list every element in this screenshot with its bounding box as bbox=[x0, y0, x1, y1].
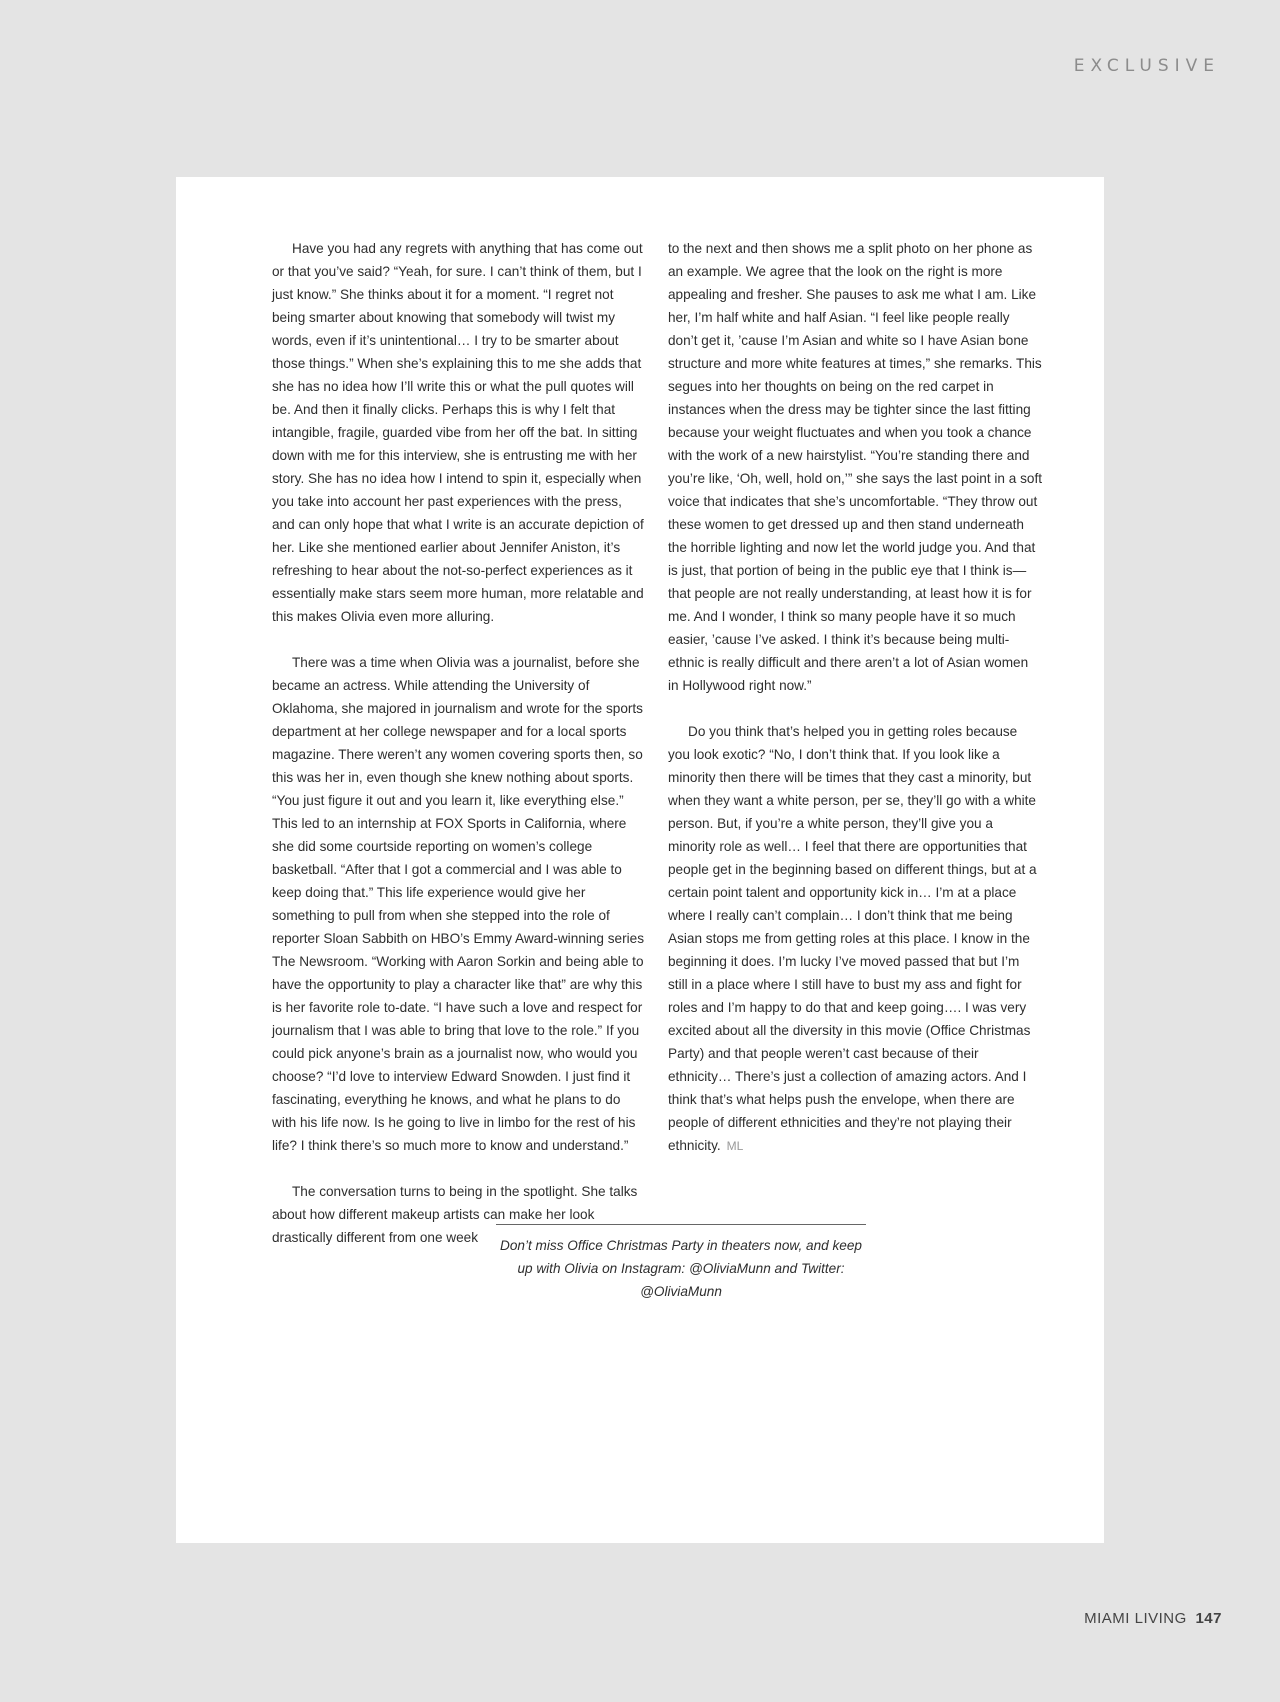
caption-divider bbox=[496, 1224, 866, 1225]
article-page bbox=[176, 177, 1104, 1543]
end-mark: ML bbox=[726, 1139, 744, 1153]
paragraph-roles bbox=[668, 720, 1042, 1158]
section-label: EXCLUSIVE bbox=[1073, 56, 1220, 76]
paragraph-regrets: Have you had any regrets with anything that has come out or that you’ve said? “Yeah, for sure. I can’t think of them, but I just know.” She thinks about it for a moment. “I regret not being smarter about knowing that somebody will twist my words, even if it’s unintentional… I try to be smarter about those things.” When she’s explaining this to me she adds that she has no idea how I’ll write this or what the pull quotes will be. And then it finally clicks. Perhaps this is why I felt that intangible, fragile, guarded vibe from her off the bat. In sitting down with me for this interview, she is entrusting me with her story. She has no idea how I intend to spin it, especially when you take into account her past experiences with the press, and can only hope that what I write is an accurate depiction of her. Like she mentioned earlier about Jennifer Aniston, it’s refreshing to hear about the not-so-perfect experiences as it essentially make stars seem more human, more relatable and this makes Olivia even more alluring. bbox=[272, 241, 644, 624]
page-number: 147 bbox=[1195, 1610, 1222, 1627]
paragraph-makeup-continued: to the next and then shows me a split photo on her phone as an example. We agree that the look on the right is more appealing and fresher. She pauses to ask me what I am. Like her, I’m half white and half Asian. “I feel like people really don’t get it, ’cause I’m Asian and white so I have Asian bone structure and more white features at times,” she remarks. This segues into her thoughts on being on the red carpet in instances when the dress may be tighter since the last fitting because your weight fluctuates and when you took a chance with the work of a new hairstylist. “You’re standing there and you’re like, ‘Oh, well, hold on,’” she says the last point in a soft voice that indicates that she’s uncomfortable. “They throw out these women to get dressed up and then stand underneath the horrible lighting and now let the world judge you. And that is just, that portion of being in the public eye that I think is—that people are not really understanding, at least how it is for me. And I wonder, I think so many people have it so much easier, ’cause I’ve asked. I think it’s because being multi-ethnic is really difficult and there aren’t a lot of Asian women in Hollywood right now.” bbox=[668, 241, 1043, 693]
article-column-right bbox=[668, 237, 1042, 1158]
article-caption: Don’t miss Office Christmas Party in theaters now, and keep up with Olivia on Instagram: @OliviaMunn and Twitter: @OliviaMunn bbox=[500, 1238, 862, 1299]
page-folio bbox=[1084, 1610, 1222, 1627]
paragraph-journalism: There was a time when Olivia was a journalist, before she became an actress. While attending the University of Oklahoma, she majored in journalism and wrote for the sports department at her college newspaper and for a local sports magazine. There weren’t any women covering sports then, so this was her in, even though she knew nothing about sports. “You just figure it out and you learn it, like everything else.” This led to an internship at FOX Sports in California, where she did some courtside reporting on women’s college basketball. “After that I got a commercial and I was able to keep doing that.” This life experience would give her something to pull from when she stepped into the role of reporter Sloan Sabbith on HBO’s Emmy Award-winning series The Newsroom. “Working with Aaron Sorkin and being able to have the opportunity to play a character like that” are why this is her favorite role to-date. “I have such a love and respect for journalism that I was able to bring that love to the role.” If you could pick anyone’s brain as a journalist now, who would you choose? “I’d love to interview Edward Snowden. I just find it fascinating, everything he knows, and what he plans to do with his life now. Is he going to live in limbo for the rest of his life? I think there’s so much more to know and understand.” bbox=[272, 655, 644, 1153]
article-column-left bbox=[272, 237, 644, 1249]
paragraph-spotlight: The conversation turns to being in the spotlight. She talks about how different makeup artists can make her look drastically different from one week bbox=[272, 1184, 638, 1245]
publication-name: MIAMI LIVING bbox=[1084, 1610, 1187, 1627]
paragraph-roles-text: Do you think that’s helped you in getting roles because you look exotic? “No, I don’t think that. If you look like a minority then there will be times that they cast a minority, but when they want a white person, per se, they’ll go with a white person. But, if you’re a white person, they’ll give you a minority role as well… I feel that there are opportunities that people get in the beginning based on different things, but at a certain point talent and opportunity kick in… I’m at a place where I really can’t complain… I don’t think that me being Asian stops me from getting roles at this place. I know in the beginning it does. I’m lucky I’ve moved passed that but I’m still in a place where I still have to bust my ass and fight for roles and I’m happy to do that and keep going…. I was very excited about all the diversity in this movie (Office Christmas Party) and that people weren’t cast because of their ethnicity… There’s just a collection of amazing actors. And I think that’s what helps push the envelope, when there are people of different ethnicities and they’re not playing their ethnicity. bbox=[668, 724, 1037, 1153]
